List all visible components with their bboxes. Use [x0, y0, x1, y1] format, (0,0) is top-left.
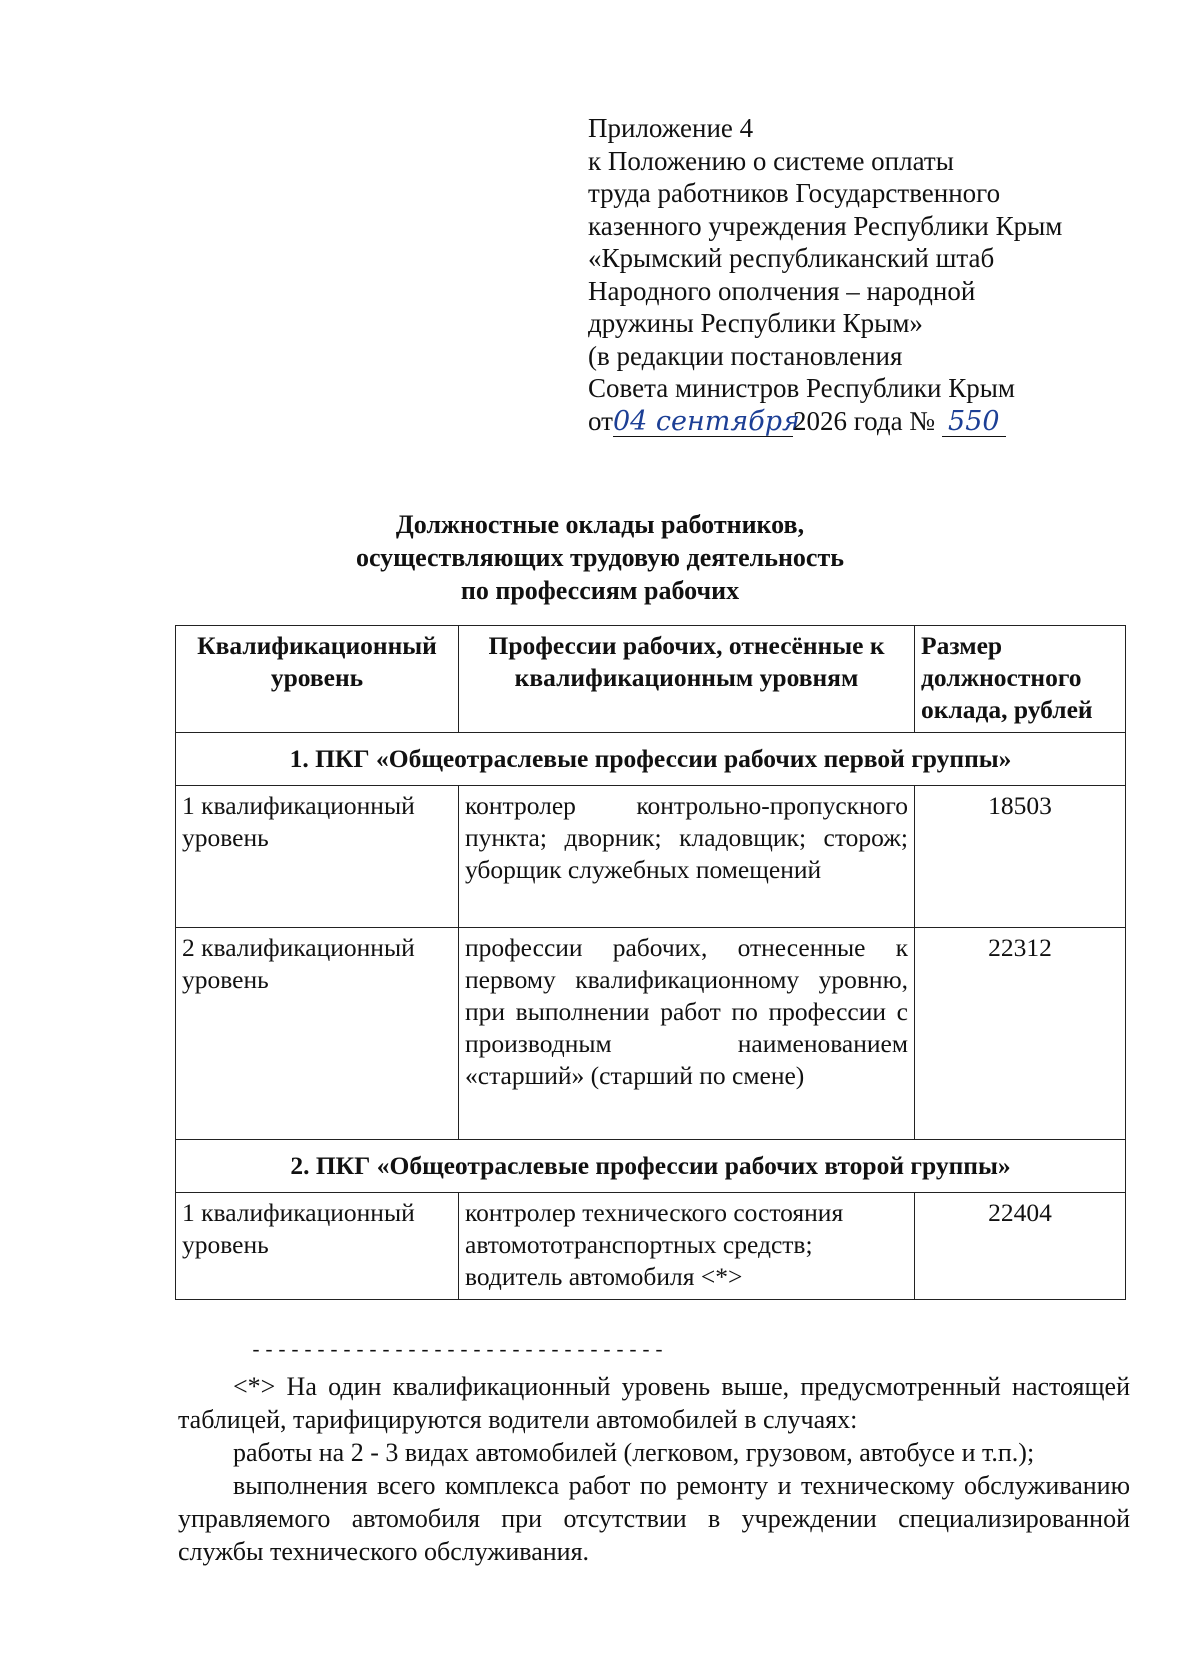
- appendix-line: дружины Республики Крым»: [588, 308, 923, 338]
- date-year-text: 2026 года №: [792, 405, 936, 436]
- appendix-line: труда работников Государственного: [588, 178, 1001, 208]
- appendix-line: «Крымский республиканский штаб: [588, 243, 995, 273]
- salary-cell: 22404: [915, 1193, 1126, 1300]
- appendix-line: Совета министров Республики Крым: [588, 373, 1015, 403]
- salary-table: [175, 625, 1126, 1300]
- appendix-line: Приложение 4: [588, 113, 754, 143]
- salary-cell: 22312: [915, 928, 1126, 1140]
- level-cell: 1 квалификационный уровень: [176, 786, 459, 928]
- header-level: Квалификационный уровень: [176, 626, 459, 733]
- footnote-paragraph: выполнения всего комплекса работ по ремонту и техническому обслуживанию управляемого автомобиля при отсутствии в учреждении специализированной службы технического обслуживания.: [178, 1471, 1130, 1566]
- title-line: осуществляющих трудовую деятельность: [355, 543, 844, 572]
- table-row: [176, 928, 1126, 1140]
- table-header-row: [176, 626, 1126, 733]
- header-salary: Размер должностного оклада, рублей: [915, 626, 1126, 733]
- appendix-line: казенного учреждения Республики Крым: [588, 210, 1063, 241]
- footnote-paragraph: <*> На один квалификационный уровень выше, предусмотренный настоящей таблицей, тарифицируются водители автомобилей в случаях:: [178, 1372, 1130, 1434]
- document-title: [0, 508, 1200, 607]
- professions-cell: профессии рабочих, отнесенные к первому квалификационному уровню, при выполнении работ по профессии с производным наименованием «старший» (старший по смене): [459, 928, 915, 1140]
- table-row: [176, 786, 1126, 928]
- salary-cell: 18503: [915, 786, 1126, 928]
- title-line: по профессиям рабочих: [460, 576, 740, 605]
- appendix-line: (в редакции постановления: [588, 340, 903, 371]
- date-prefix: от: [588, 405, 613, 436]
- appendix-line: к Положению о системе оплаты: [588, 145, 954, 176]
- appendix-line: Народного ополчения – народной: [588, 275, 976, 306]
- group-title: 1. ПКГ «Общеотраслевые профессии рабочих первой группы»: [176, 733, 1126, 786]
- professions-cell: контролер контрольно-пропускного пункта; дворник; кладовщик; сторож; уборщик служебных помещений: [459, 786, 915, 928]
- level-cell: 2 квалификационный уровень: [176, 928, 459, 1140]
- professions-cell: контролер технического состояния автомототранспортных средств; водитель автомобиля <*>: [459, 1193, 915, 1300]
- group-row: [176, 733, 1126, 786]
- level-cell: 1 квалификационный уровень: [176, 1193, 459, 1300]
- footnote: [178, 1370, 1130, 1568]
- appendix-date-line: [588, 405, 1062, 438]
- group-title: 2. ПКГ «Общеотраслевые профессии рабочих второй группы»: [176, 1140, 1126, 1193]
- footnote-paragraph: работы на 2 - 3 видах автомобилей (легковом, грузовом, автобусе и т.п.);: [233, 1438, 1035, 1467]
- appendix-header: [588, 112, 1062, 437]
- group-row: [176, 1140, 1126, 1193]
- title-line: Должностные оклады работников,: [395, 510, 805, 539]
- handwritten-date: 04 сентября: [612, 405, 800, 437]
- footnote-separator: --------------------------------: [250, 1340, 667, 1363]
- header-professions: Профессии рабочих, отнесённые к квалификационным уровням: [459, 626, 915, 733]
- handwritten-number: 550: [942, 408, 1006, 437]
- table-row: [176, 1193, 1126, 1300]
